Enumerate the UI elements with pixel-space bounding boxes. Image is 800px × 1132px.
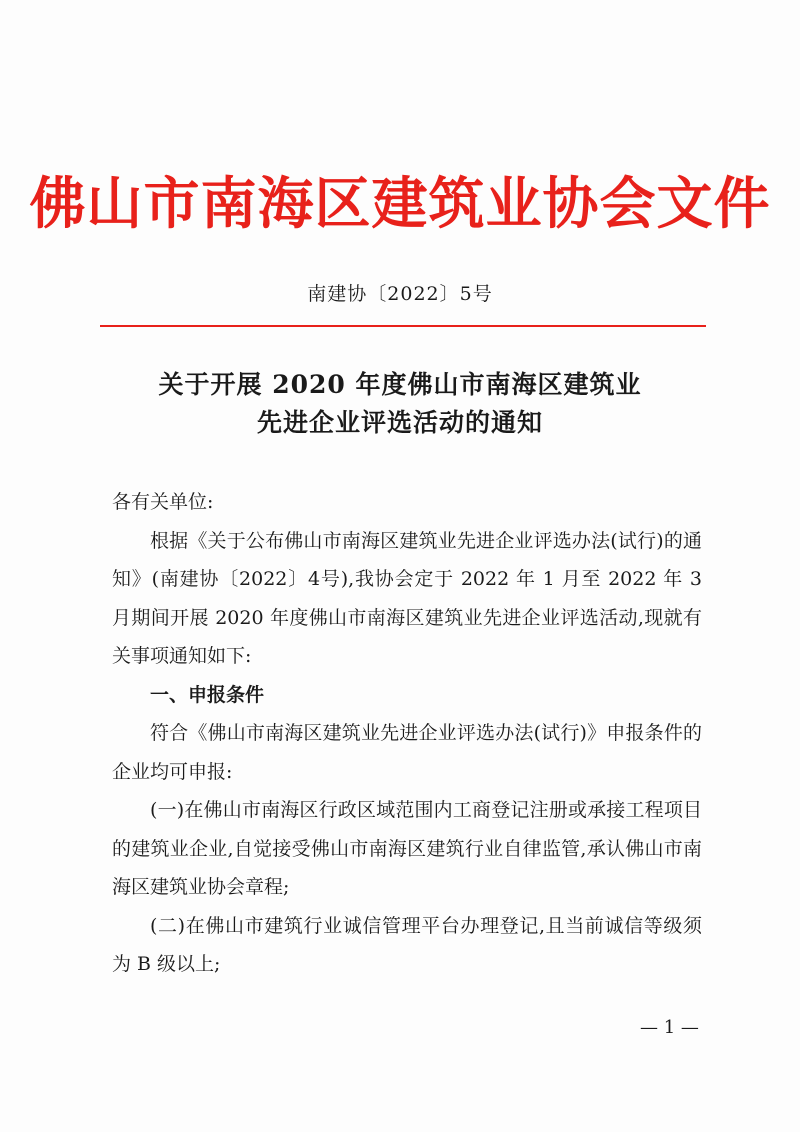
condition-item-1: (一)在佛山市南海区行政区域范围内工商登记注册或承接工程项目的建筑业企业,自觉接受佛山市南海区建筑行业自律监管,承认佛山市南海区建筑业协会章程;: [112, 799, 702, 898]
masthead-title: 佛山市南海区建筑业协会文件: [29, 172, 771, 237]
section-intro-paragraph: 符合《佛山市南海区建筑业先进企业评选办法(试行)》申报条件的企业均可申报:: [112, 722, 702, 783]
notice-title-line2: 先进企业评选活动的通知: [256, 408, 543, 437]
condition-item-2: (二)在佛山市建筑行业诚信管理平台办理登记,且当前诚信等级须为 B 级以上;: [112, 914, 702, 975]
section-heading-conditions: 一、申报条件: [150, 683, 265, 706]
notice-title-line1: 关于开展 2020 年度佛山市南海区建筑业: [158, 370, 642, 399]
intro-paragraph: 根据《关于公布佛山市南海区建筑业先进企业评选办法(试行)的通知》(南建协〔2022〕4号),我协会定于 2022 年 1 月至 2022 年 3 月期间开展 2020 年度佛山市南海区建筑业先进企业评选活动,现就有关事项通知如下:: [112, 529, 702, 667]
notice-body: [112, 483, 702, 984]
notice-title: [0, 366, 800, 442]
document-number: 南建协〔2022〕5号: [307, 283, 493, 305]
salutation: 各有关单位:: [112, 491, 214, 513]
page-number: — 1 —: [640, 1017, 699, 1038]
red-divider: [100, 325, 706, 327]
